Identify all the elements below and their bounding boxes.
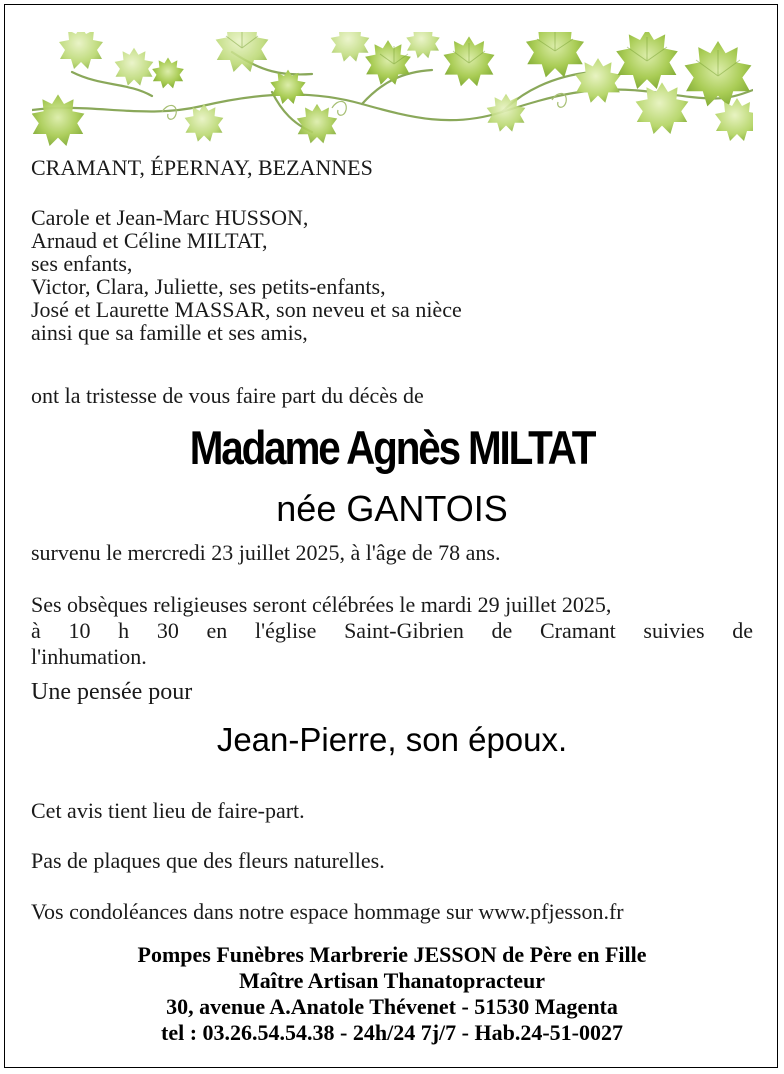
thought-intro: Une pensée pour [31, 679, 193, 705]
ceremony-line: Ses obsèques religieuses seront célébrées le mardi 29 juillet 2025, [31, 592, 612, 617]
family-line: Arnaud et Céline MILTAT, [31, 228, 268, 253]
spouse-name: Jean-Pierre, son époux. [216, 721, 568, 758]
family-line: Carole et Jean-Marc HUSSON, [31, 205, 309, 230]
footer-title: Maître Artisan Thanatopracteur [239, 968, 545, 993]
note-flowers: Pas de plaques que des fleurs naturelles. [31, 848, 385, 873]
ceremony-paragraph [31, 592, 753, 670]
family-line: José et Laurette MASSAR, son neveu et sa nièce [31, 297, 462, 322]
locations-header: CRAMANT, ÉPERNAY, BEZANNES [31, 155, 373, 180]
ceremony-line: à 10 h 30 en l'église Saint-Gibrien de Cramant suivies de [31, 618, 753, 643]
ceremony-line: l'inhumation. [31, 644, 147, 669]
footer-address: 30, avenue A.Anatole Thévenet - 51530 Magenta [166, 994, 618, 1019]
maiden-name: née GANTOIS [276, 488, 508, 529]
funeral-home-footer [0, 942, 784, 1046]
family-list [31, 206, 462, 344]
death-info: survenu le mercredi 23 juillet 2025, à l'âge de 78 ans. [31, 540, 501, 565]
announcement-text: ont la tristesse de vous faire part du décès de [31, 383, 424, 408]
note-faire-part: Cet avis tient lieu de faire-part. [31, 798, 305, 823]
vine-leaves-image [32, 32, 753, 146]
note-condolences: Vos condoléances dans notre espace hommage sur www.pfjesson.fr [31, 899, 624, 924]
footer-company: Pompes Funèbres Marbrerie JESSON de Père en Fille [137, 942, 647, 967]
deceased-name: Madame Agnès MILTAT [189, 421, 595, 474]
family-line: ses enfants, [31, 251, 133, 276]
family-line: ainsi que sa famille et ses amis, [31, 320, 308, 345]
vine-leaves-banner [32, 32, 753, 146]
footer-phone: tel : 03.26.54.54.38 - 24h/24 7j/7 - Hab.24-51-0027 [161, 1020, 623, 1045]
family-line: Victor, Clara, Juliette, ses petits-enfants, [31, 274, 386, 299]
